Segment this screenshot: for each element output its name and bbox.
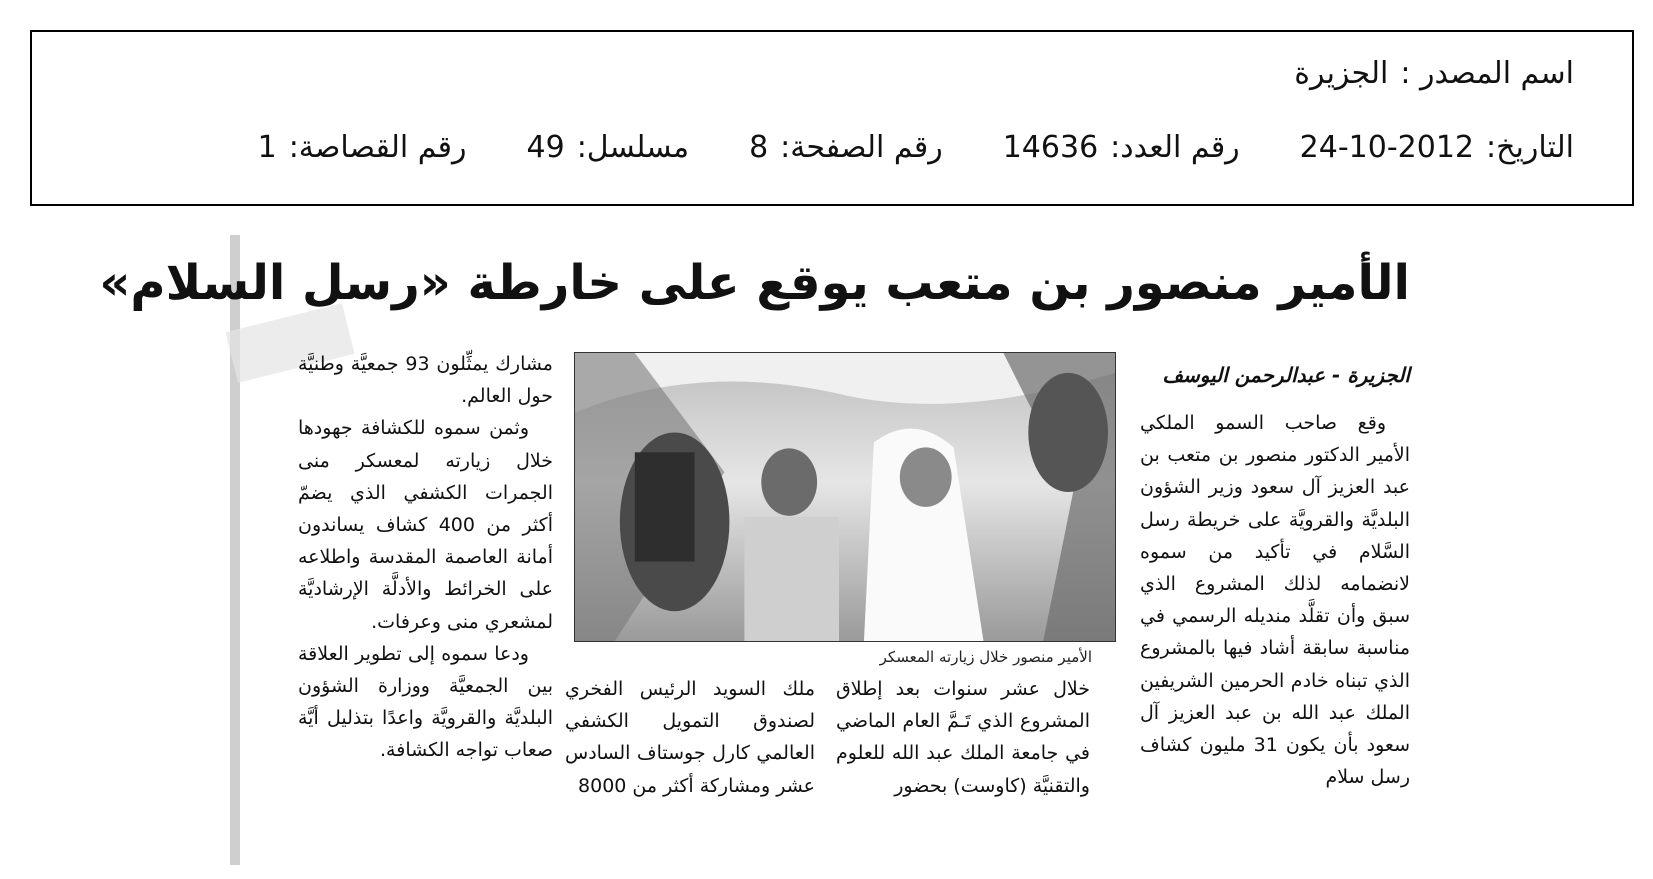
paragraph: مشارك يمثِّلون 93 جمعيَّة وطنيَّة حول العالم. (298, 353, 553, 408)
date-group (1300, 130, 1574, 165)
serial-label: مسلسل: (576, 130, 690, 165)
paragraph: وثمن سموه للكشافة جهودها خلال زيارته لمعسكر منى الجمرات الكشفي الذي يضمّ أكثر من 400 كشاف يساندون أمانة العاصمة المقدسة واطلاعه على الخرائط والأدلَّة الإرشاديَّة لمشعري منى وعرفات. (298, 417, 553, 633)
metadata-box (30, 30, 1634, 206)
paragraph: وقع صاحب السمو الملكي الأمير الدكتور منصور بن متعب بن عبد العزيز آل سعود وزير الشؤون البلديَّة والقرويَّة على خريطة رسل السَّلام في تأكيد من سموه لانضمامه لذلك المشروع الذي سبق وأن تقلَّد منديله الرسمي في مناسبة سابقة أشاد فيها بالمشروع الذي تبناه خادم الحرمين الشريفين الملك عبد الله بن عبد العزيز آل سعود بأن يكون 31 مليون كشاف رسل سلام (1140, 412, 1411, 789)
page-group (749, 130, 943, 165)
page-label: رقم الصفحة: (780, 130, 943, 165)
serial-group (527, 130, 690, 165)
issue-label: رقم العدد: (1110, 130, 1240, 165)
article-photo (574, 352, 1116, 642)
article-column-3 (565, 673, 815, 802)
source-line (1294, 56, 1574, 91)
details-line (258, 130, 1574, 165)
paragraph: خلال عشر سنوات بعد إطلاق المشروع الذي تَـمَّ العام الماضي في جامعة الملك عبد الله للعلوم والتقنيَّة (كاوست) بحضور (836, 678, 1090, 797)
clip-label: رقم القصاصة: (288, 130, 467, 165)
clip-group (258, 130, 467, 165)
article-column-4 (298, 348, 553, 767)
page-value: 8 (749, 130, 769, 165)
paragraph: ودعا سموه إلى تطوير العلاقة بين الجمعيَّة ووزارة الشؤون البلديَّة والقرويَّة واعدًا بتذليل أيَّة صعاب تواجه الكشافة. (298, 642, 553, 762)
issue-value: 14636 (1002, 130, 1099, 165)
newspaper-clipping (99, 235, 1430, 865)
article-column-1 (1140, 407, 1410, 793)
date-label: التاريخ: (1486, 130, 1574, 165)
date-value: 24-10-2012 (1299, 130, 1475, 165)
serial-value: 49 (526, 130, 565, 165)
paragraph: ملك السويد الرئيس الفخري لصندوق التمويل الكشفي العالمي كارل جوستاف السادس عشر ومشاركة أكثر من 8000 (565, 678, 815, 797)
photo-illustration (575, 353, 1115, 641)
article-column-2 (836, 673, 1090, 802)
source-value: الجزيرة (1294, 56, 1389, 91)
issue-group (1003, 130, 1240, 165)
clip-value: 1 (257, 130, 277, 165)
photo-caption: الأمير منصور خلال زيارته المعسكر (879, 648, 1092, 666)
source-label: اسم المصدر : (1400, 56, 1574, 91)
byline: الجزيرة - عبدالرحمن اليوسف (1162, 363, 1410, 387)
headline: الأمير منصور بن متعب يوقع على خارطة «رسل السلام» (99, 255, 1410, 311)
